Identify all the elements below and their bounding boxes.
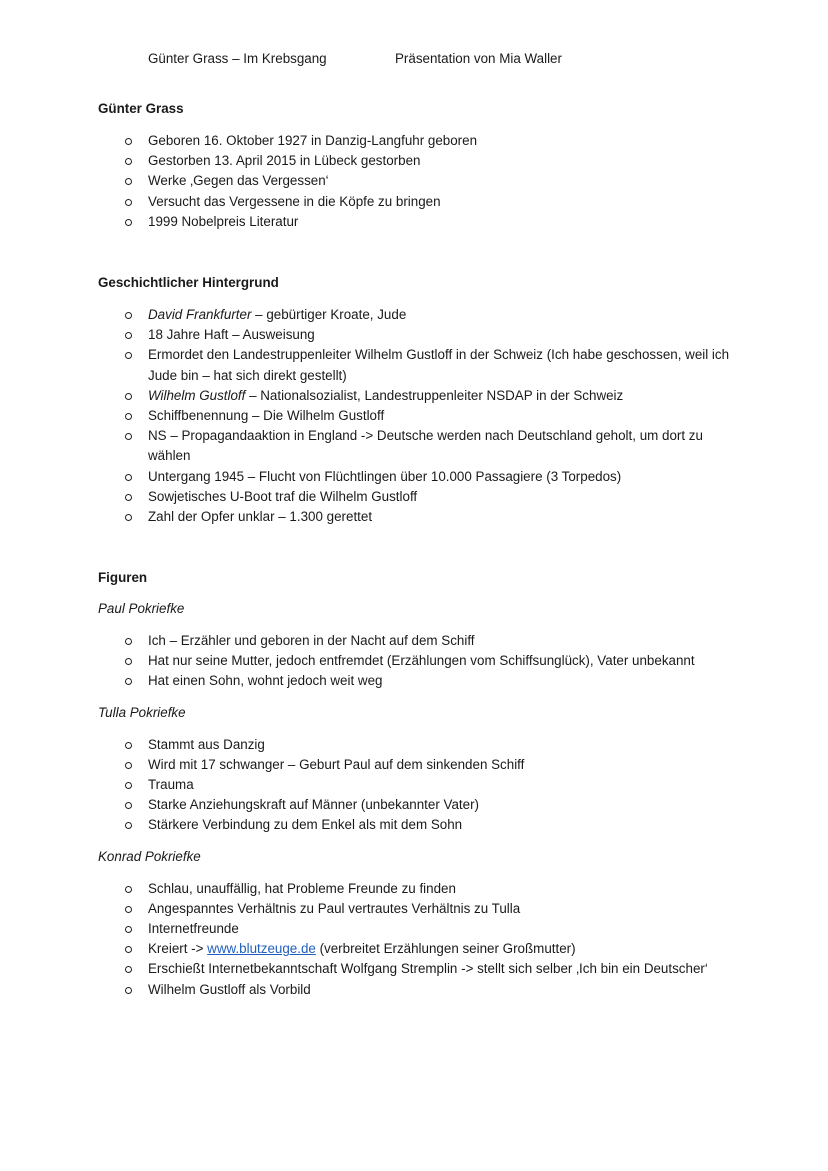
list-item: Angespanntes Verhältnis zu Paul vertrautes Verhältnis zu Tulla	[98, 899, 738, 919]
konrad-list	[98, 879, 738, 1000]
person-name: Wilhelm Gustloff	[148, 387, 246, 403]
section-grass	[98, 99, 738, 232]
list-item: Stammt aus Danzig	[98, 735, 738, 755]
grass-list	[98, 131, 738, 232]
list-item: Gestorben 13. April 2015 in Lübeck gestorben	[98, 151, 738, 171]
list-item: Untergang 1945 – Flucht von Flüchtlingen über 10.000 Passagiere (3 Torpedos)	[98, 467, 738, 487]
section-figures	[98, 568, 738, 1000]
list-item: NS – Propagandaaktion in England -> Deutsche werden nach Deutschland geholt, um dort zu wählen	[98, 426, 738, 466]
list-item: Geboren 16. Oktober 1927 in Danzig-Langfuhr geboren	[98, 131, 738, 151]
list-item: Hat nur seine Mutter, jedoch entfremdet (Erzählungen vom Schiffsunglück), Vater unbekannt	[98, 651, 738, 671]
blutzeuge-link[interactable]: www.blutzeuge.de	[207, 941, 316, 957]
list-item: Wilhelm Gustloff als Vorbild	[98, 980, 738, 1000]
list-item: Wilhelm Gustloff – Nationalsozialist, Landestruppenleiter NSDAP in der Schweiz	[98, 386, 738, 406]
section-heading-grass: Günter Grass	[98, 101, 184, 116]
section-heading-figures: Figuren	[98, 570, 148, 585]
list-item: Ermordet den Landestruppenleiter Wilhelm Gustloff in der Schweiz (Ich habe geschossen, weil ich Jude bin – hat sich direkt gestellt)	[98, 345, 738, 385]
section-heading-history: Geschichtlicher Hintergrund	[98, 275, 279, 290]
list-item: Starke Anziehungskraft auf Männer (unbekannter Vater)	[98, 795, 738, 815]
list-item: 18 Jahre Haft – Ausweisung	[98, 325, 738, 345]
list-item: David Frankfurter – gebürtiger Kroate, Jude	[98, 305, 738, 325]
history-list	[98, 305, 738, 527]
list-item: Stärkere Verbindung zu dem Enkel als mit dem Sohn	[98, 815, 738, 835]
list-item: Sowjetisches U-Boot traf die Wilhelm Gustloff	[98, 487, 738, 507]
list-item: Erschießt Internetbekanntschaft Wolfgang Stremplin -> stellt sich selber ‚Ich bin ein Deutscher‘	[98, 959, 738, 979]
list-item: Schiffbenennung – Die Wilhelm Gustloff	[98, 406, 738, 426]
list-item: Werke ‚Gegen das Vergessen‘	[98, 171, 738, 191]
list-item: Wird mit 17 schwanger – Geburt Paul auf dem sinkenden Schiff	[98, 755, 738, 775]
page-header	[0, 49, 828, 69]
header-author: Präsentation von Mia Waller	[395, 51, 562, 66]
list-item: Versucht das Vergessene in die Köpfe zu bringen	[98, 192, 738, 212]
figure-name-tulla: Tulla Pokriefke	[98, 704, 186, 720]
paul-list	[98, 631, 738, 692]
figure-name-konrad: Konrad Pokriefke	[98, 848, 201, 864]
section-history	[98, 273, 738, 527]
list-item: 1999 Nobelpreis Literatur	[98, 212, 738, 232]
list-item: Trauma	[98, 775, 738, 795]
list-item: Schlau, unauffällig, hat Probleme Freunde zu finden	[98, 879, 738, 899]
header-title: Günter Grass – Im Krebsgang	[148, 51, 327, 66]
list-item: Kreiert -> www.blutzeuge.de (verbreitet Erzählungen seiner Großmutter)	[98, 939, 738, 959]
list-item: Ich – Erzähler und geboren in der Nacht auf dem Schiff	[98, 631, 738, 651]
list-item: Hat einen Sohn, wohnt jedoch weit weg	[98, 671, 738, 691]
list-item: Zahl der Opfer unklar – 1.300 gerettet	[98, 507, 738, 527]
figure-name-paul: Paul Pokriefke	[98, 601, 185, 616]
tulla-list	[98, 735, 738, 836]
list-item: Internetfreunde	[98, 919, 738, 939]
person-name: David Frankfurter	[148, 307, 252, 322]
